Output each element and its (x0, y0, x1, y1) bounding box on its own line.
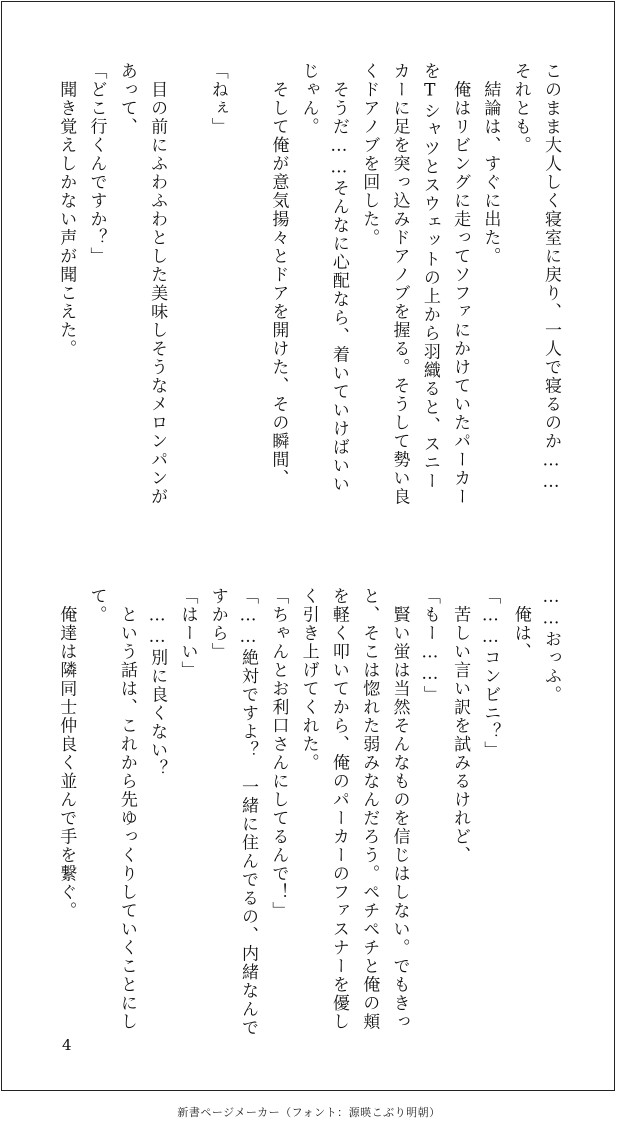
text-line: そして俺が意気揚々とドアを開けた、その瞬間、 (268, 62, 289, 488)
text-line: あって、 (116, 62, 137, 136)
text-line: 苦しい言い訳を試みるけれど、 (450, 587, 471, 865)
text-line: 「……コンビニ？」 (480, 587, 501, 760)
page-number: 4 (62, 1036, 72, 1054)
text-line (172, 62, 202, 552)
text-line: 俺は、 (510, 587, 531, 661)
text-line: 「どこ行くんですか？」 (86, 62, 107, 266)
text-line: く引き上げてくれた。 (298, 587, 319, 772)
page-frame (1, 1, 615, 1091)
text-line: 「もー……」 (419, 587, 440, 704)
text-line: 俺はリビングに走ってソファにかけていたパーカー (450, 62, 471, 506)
text-line: くドアノブを回した。 (359, 62, 380, 247)
text-line: 目の前にふわふわとした美味しそうなメロンパンが (147, 62, 168, 506)
text-line: と、そこは惚れた弱みなんだろう。ペチペチと俺の頬 (359, 587, 380, 1031)
text-line: 「はーい」 (177, 587, 198, 680)
text-line: このまま大人しく寝室に戻り、一人で寝るのか…… (541, 62, 561, 494)
footer-credit: 新書ページメーカー（フォント：源暎こぶり明朝） (177, 1106, 441, 1119)
text-line: ……別に良くない？ (147, 587, 168, 778)
text-line: を軽く叩いてから、俺のパーカーのファスナーを優し (328, 587, 349, 1031)
text-line (233, 62, 263, 552)
text-line: 結論は、すぐに出た。 (480, 62, 501, 266)
text-line: カーに足を突っ込みドアノブを握る。そうして勢い良 (389, 62, 410, 506)
text-line: をTシャツとスウェットの上から羽織ると、スニー (419, 62, 440, 491)
text-line: 俺達は隣同士仲良く並んで手を繋ぐ。 (56, 587, 77, 920)
text-line: という話は、これから先ゆっくりしていくことにし (116, 587, 137, 1031)
text-line: すから」 (207, 587, 228, 661)
text-line: 「ちゃんとお利口さんにしてるんで！」 (268, 587, 289, 920)
text-line: そうだ……そんなに心配なら、着いていけばいい (328, 62, 349, 494)
text-line: て。 (86, 587, 107, 624)
text-line: 「ねぇ」 (207, 62, 228, 136)
lower-text-block (51, 587, 566, 1037)
upper-text-block (51, 62, 566, 552)
text-line: 「……絶対ですよ？ 一緒に住んでるの、内緒なんで (238, 587, 259, 1037)
text-line: じゃん。 (298, 62, 319, 136)
text-line: 聞き覚えしかない声が聞こえた。 (56, 62, 77, 358)
text-line: 賢い蛍は当然そんなものを信じはしない。でもきっ (389, 587, 410, 1031)
text-line: ……おっふ。 (541, 587, 561, 704)
text-line: それとも。 (510, 62, 531, 155)
